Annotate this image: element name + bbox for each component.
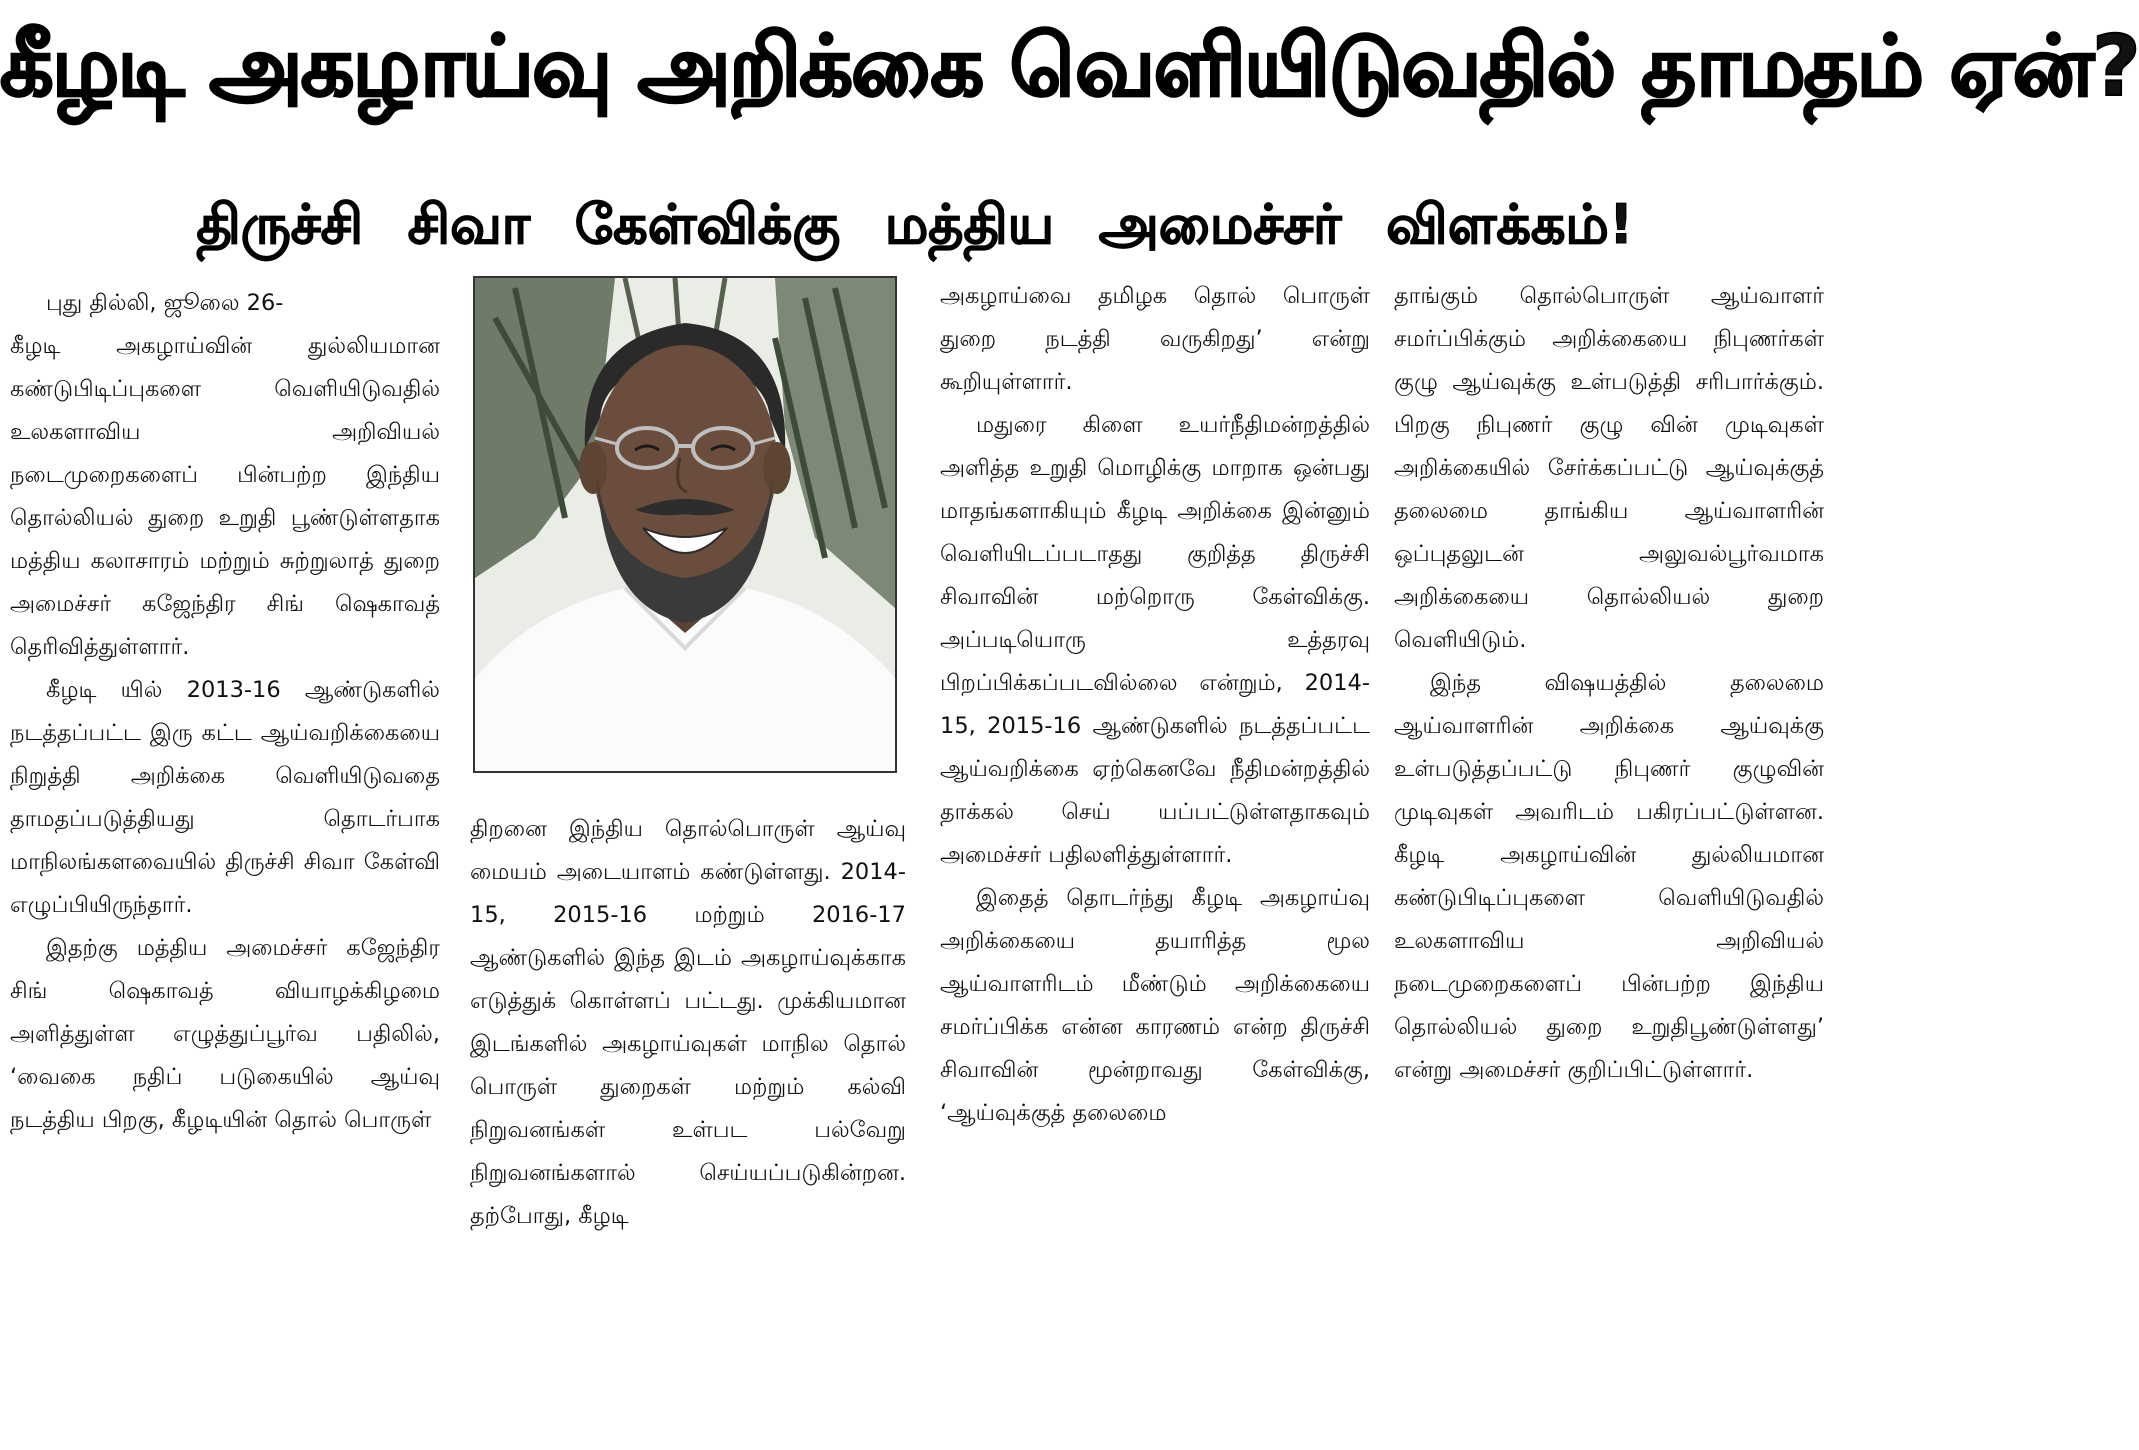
paragraph: இந்த விஷயத்தில் தலைமை ஆய்வாளரின் அறிக்கை ஆய்வுக்கு உள்படுத்தப்பட்டு நிபுணர் குழுவின் முடிவுகள் அவரிடம் பகிரப்பட்டுள்ளன. கீழடி அகழாய்வின் துல்லியமான கண்டுபிடிப்புகளை வெளியிடுவதில் உலகளாவிய அறிவியல் நடைமுறைகளைப் பின்பற்ற இந்திய தொல்லியல் துறை உறுதிபூண்டுள்ளது’ என்று அமைச்சர் குறிப்பிட்டுள்ளார்.	[1394, 670, 1824, 1083]
paragraph: அகழாய்வை தமிழக தொல் பொருள் துறை நடத்தி வருகிறது’ என்று கூறியுள்ளார்.	[940, 283, 1370, 395]
article-column-4	[1394, 275, 1824, 1092]
paragraph: இதற்கு மத்திய அமைச்சர் கஜேந்திர சிங் ஷெகாவத் வியாழக்கிழமை அளித்துள்ள எழுத்துப்பூர்வ பதிலில், ‘வைகை நதிப் படுகையில் ஆய்வு நடத்திய பிறகு, கீழடியின் தொல் பொருள்	[10, 935, 440, 1133]
dateline: புது தில்லி, ஜூலை 26-	[46, 290, 284, 316]
paragraph: தாங்கும் தொல்பொருள் ஆய்வாளர் சமர்ப்பிக்கும் அறிக்கையை நிபுணர்கள் குழு ஆய்வுக்கு உள்படுத்தி சரிபார்க்கும். பிறகு நிபுணர் குழு வின் முடிவுகள் அறிக்கையில் சேர்க்கப்பட்டு ஆய்வுக்குத் தலைமை தாங்கிய ஆய்வாளரின் ஒப்புதலுடன் அலுவல்பூர்வமாக அறிக்கையை தொல்லியல் துறை வெளியிடும்.	[1394, 283, 1824, 653]
article-column-1	[10, 282, 440, 1142]
article-column-2	[470, 808, 906, 1238]
paragraph: கீழடி யில் 2013-16 ஆண்டுகளில் நடத்தப்பட்ட இரு கட்ட ஆய்வறிக்கையை நிறுத்தி அறிக்கை வெளியிடுவதை தாமதப்படுத்தியது தொடர்பாக மாநிலங்களவையில் திருச்சி சிவா கேள்வி எழுப்பியிருந்தார்.	[10, 677, 440, 918]
paragraph: இதைத் தொடர்ந்து கீழடி அகழாய்வு அறிக்கையை தயாரித்த மூல ஆய்வாளரிடம் மீண்டும் அறிக்கையை சமர்ப்பிக்க என்ன காரணம் என்ற திருச்சி சிவாவின் மூன்றாவது கேள்விக்கு, ‘ஆய்வுக்குத் தலைமை	[940, 885, 1370, 1126]
subheadline: திருச்சி சிவா கேள்விக்கு மத்திய அமைச்சர் விளக்கம்!	[196, 193, 1634, 256]
headline: கீழடி அகழாய்வு அறிக்கை வெளியிடுவதில் தாமதம் ஏன்?	[0, 17, 2139, 115]
paragraph: திறனை இந்திய தொல்பொருள் ஆய்வு மையம் அடையாளம் கண்டுள்ளது. 2014-15, 2015-16 மற்றும் 2016-17 ஆண்டுகளில் இந்த இடம் அகழாய்வுக்காக எடுத்துக் கொள்ளப் பட்டது. முக்கியமான இடங்களில் அகழாய்வுகள் மாநில தொல் பொருள் துறைகள் மற்றும் கல்வி நிறுவனங்கள் உள்பட பல்வேறு நிறுவனங்களால் செய்யப்படுகின்றன. தற்போது, கீழடி	[470, 816, 906, 1229]
portrait-photo	[473, 276, 897, 773]
article-column-3	[940, 275, 1370, 1135]
paragraph: மதுரை கிளை உயர்நீதிமன்றத்தில் அளித்த உறுதி மொழிக்கு மாறாக ஒன்பது மாதங்களாகியும் கீழடி அறிக்கை இன்னும் வெளியிடப்படாதது குறித்த திருச்சி சிவாவின் மற்றொரு கேள்விக்கு. அப்படியொரு உத்தரவு பிறப்பிக்கப்படவில்லை என்றும், 2014-15, 2015-16 ஆண்டுகளில் நடத்தப்பட்ட ஆய்வறிக்கை ஏற்கெனவே நீதிமன்றத்தில் தாக்கல் செய் யப்பட்டுள்ளதாகவும் அமைச்சர் பதிலளித்துள்ளார்.	[940, 412, 1370, 868]
portrait-illustration	[475, 278, 895, 771]
paragraph: கீழடி அகழாய்வின் துல்லியமான கண்டுபிடிப்புகளை வெளியிடுவதில் உலகளாவிய அறிவியல் நடைமுறைகளைப் பின்பற்ற இந்திய தொல்லியல் துறை உறுதி பூண்டுள்ளதாக மத்திய கலாசாரம் மற்றும் சுற்றுலாத் துறை அமைச்சர் கஜேந்திர சிங் ஷெகாவத் தெரிவித்துள்ளார்.	[10, 333, 440, 660]
